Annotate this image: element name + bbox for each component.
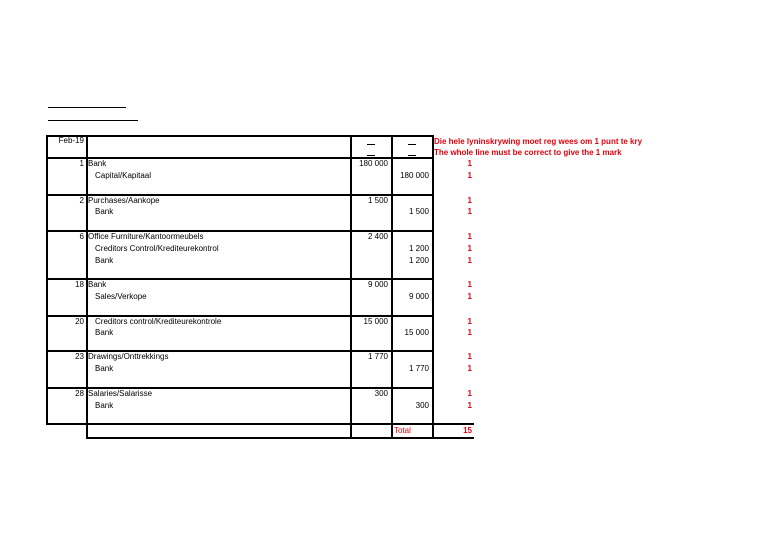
divider-credit-marks bbox=[432, 135, 434, 439]
debit-amount: 1 500 bbox=[367, 196, 388, 205]
debit-account: Office Furniture/Kantoormeubels bbox=[88, 232, 204, 241]
debit-account: Creditors control/Krediteurekontrole bbox=[95, 317, 222, 326]
debit-amount: 2 400 bbox=[367, 232, 388, 241]
credit-account: Bank bbox=[95, 364, 114, 373]
month-label: Feb-19 bbox=[58, 136, 84, 145]
marking-note-english: The whole line must be correct to give the 1 mark bbox=[434, 148, 622, 157]
mark: 1 bbox=[467, 244, 472, 253]
total-row-top bbox=[46, 423, 474, 425]
credit-amount: 15 000 bbox=[404, 328, 429, 337]
mark: 1 bbox=[467, 328, 472, 337]
total-label: Total bbox=[394, 426, 411, 435]
mark: 1 bbox=[467, 159, 472, 168]
entry-day: 2 bbox=[79, 196, 84, 205]
credit-amount: 1 200 bbox=[408, 256, 429, 265]
border-top bbox=[46, 135, 434, 137]
debit-amount: 180 000 bbox=[359, 159, 388, 168]
mark: 1 bbox=[467, 196, 472, 205]
credit-account: Bank bbox=[95, 256, 114, 265]
debit-account: Bank bbox=[88, 280, 107, 289]
debit-amount: 9 000 bbox=[367, 280, 388, 289]
total-row-bottom bbox=[86, 437, 474, 439]
debit-amount: 1 770 bbox=[367, 352, 388, 361]
debit-account: Purchases/Aankope bbox=[88, 196, 160, 205]
credit-account: Bank bbox=[95, 328, 114, 337]
mark: 1 bbox=[467, 401, 472, 410]
debit-amount: 300 bbox=[374, 389, 388, 398]
entry-day: 23 bbox=[75, 352, 84, 361]
mark: 1 bbox=[467, 171, 472, 180]
debit-account: Salaries/Salarisse bbox=[88, 389, 153, 398]
mark: 1 bbox=[467, 389, 472, 398]
entry-day: 18 bbox=[75, 280, 84, 289]
credit-amount: 180 000 bbox=[400, 171, 429, 180]
debit-header-dash bbox=[367, 144, 375, 145]
credit-amount: 1 200 bbox=[408, 244, 429, 253]
mark: 1 bbox=[467, 232, 472, 241]
total-marks: 15 bbox=[463, 426, 472, 435]
debit-account: Drawings/Onttrekkings bbox=[88, 352, 169, 361]
mark: 1 bbox=[467, 292, 472, 301]
mark: 1 bbox=[467, 256, 472, 265]
credit-header-dash bbox=[408, 144, 416, 145]
credit-header-dash bbox=[408, 155, 416, 156]
heading-blank-line-2 bbox=[48, 120, 138, 121]
entry-day: 6 bbox=[79, 232, 84, 241]
mark: 1 bbox=[467, 317, 472, 326]
debit-account: Bank bbox=[88, 159, 107, 168]
mark: 1 bbox=[467, 207, 472, 216]
entry-day: 28 bbox=[75, 389, 84, 398]
mark: 1 bbox=[467, 352, 472, 361]
credit-amount: 1 770 bbox=[408, 364, 429, 373]
debit-header-dash bbox=[367, 155, 375, 156]
credit-account: Creditors Control/Krediteurekontrol bbox=[95, 244, 219, 253]
general-journal-table bbox=[46, 135, 474, 439]
entry-day: 1 bbox=[79, 159, 84, 168]
mark: 1 bbox=[467, 280, 472, 289]
marking-note-afrikaans: Die hele lyninskrywing moet reg wees om 1 punt te kry bbox=[434, 137, 643, 146]
credit-account: Capital/Kapitaal bbox=[95, 171, 152, 180]
credit-amount: 300 bbox=[415, 401, 429, 410]
heading-blank-line-1 bbox=[48, 107, 126, 108]
debit-amount: 15 000 bbox=[363, 317, 388, 326]
credit-account: Bank bbox=[95, 401, 114, 410]
credit-account: Sales/Verkope bbox=[95, 292, 147, 301]
credit-amount: 9 000 bbox=[408, 292, 429, 301]
entry-day: 20 bbox=[75, 317, 84, 326]
credit-amount: 1 500 bbox=[408, 207, 429, 216]
mark: 1 bbox=[467, 364, 472, 373]
credit-account: Bank bbox=[95, 207, 114, 216]
